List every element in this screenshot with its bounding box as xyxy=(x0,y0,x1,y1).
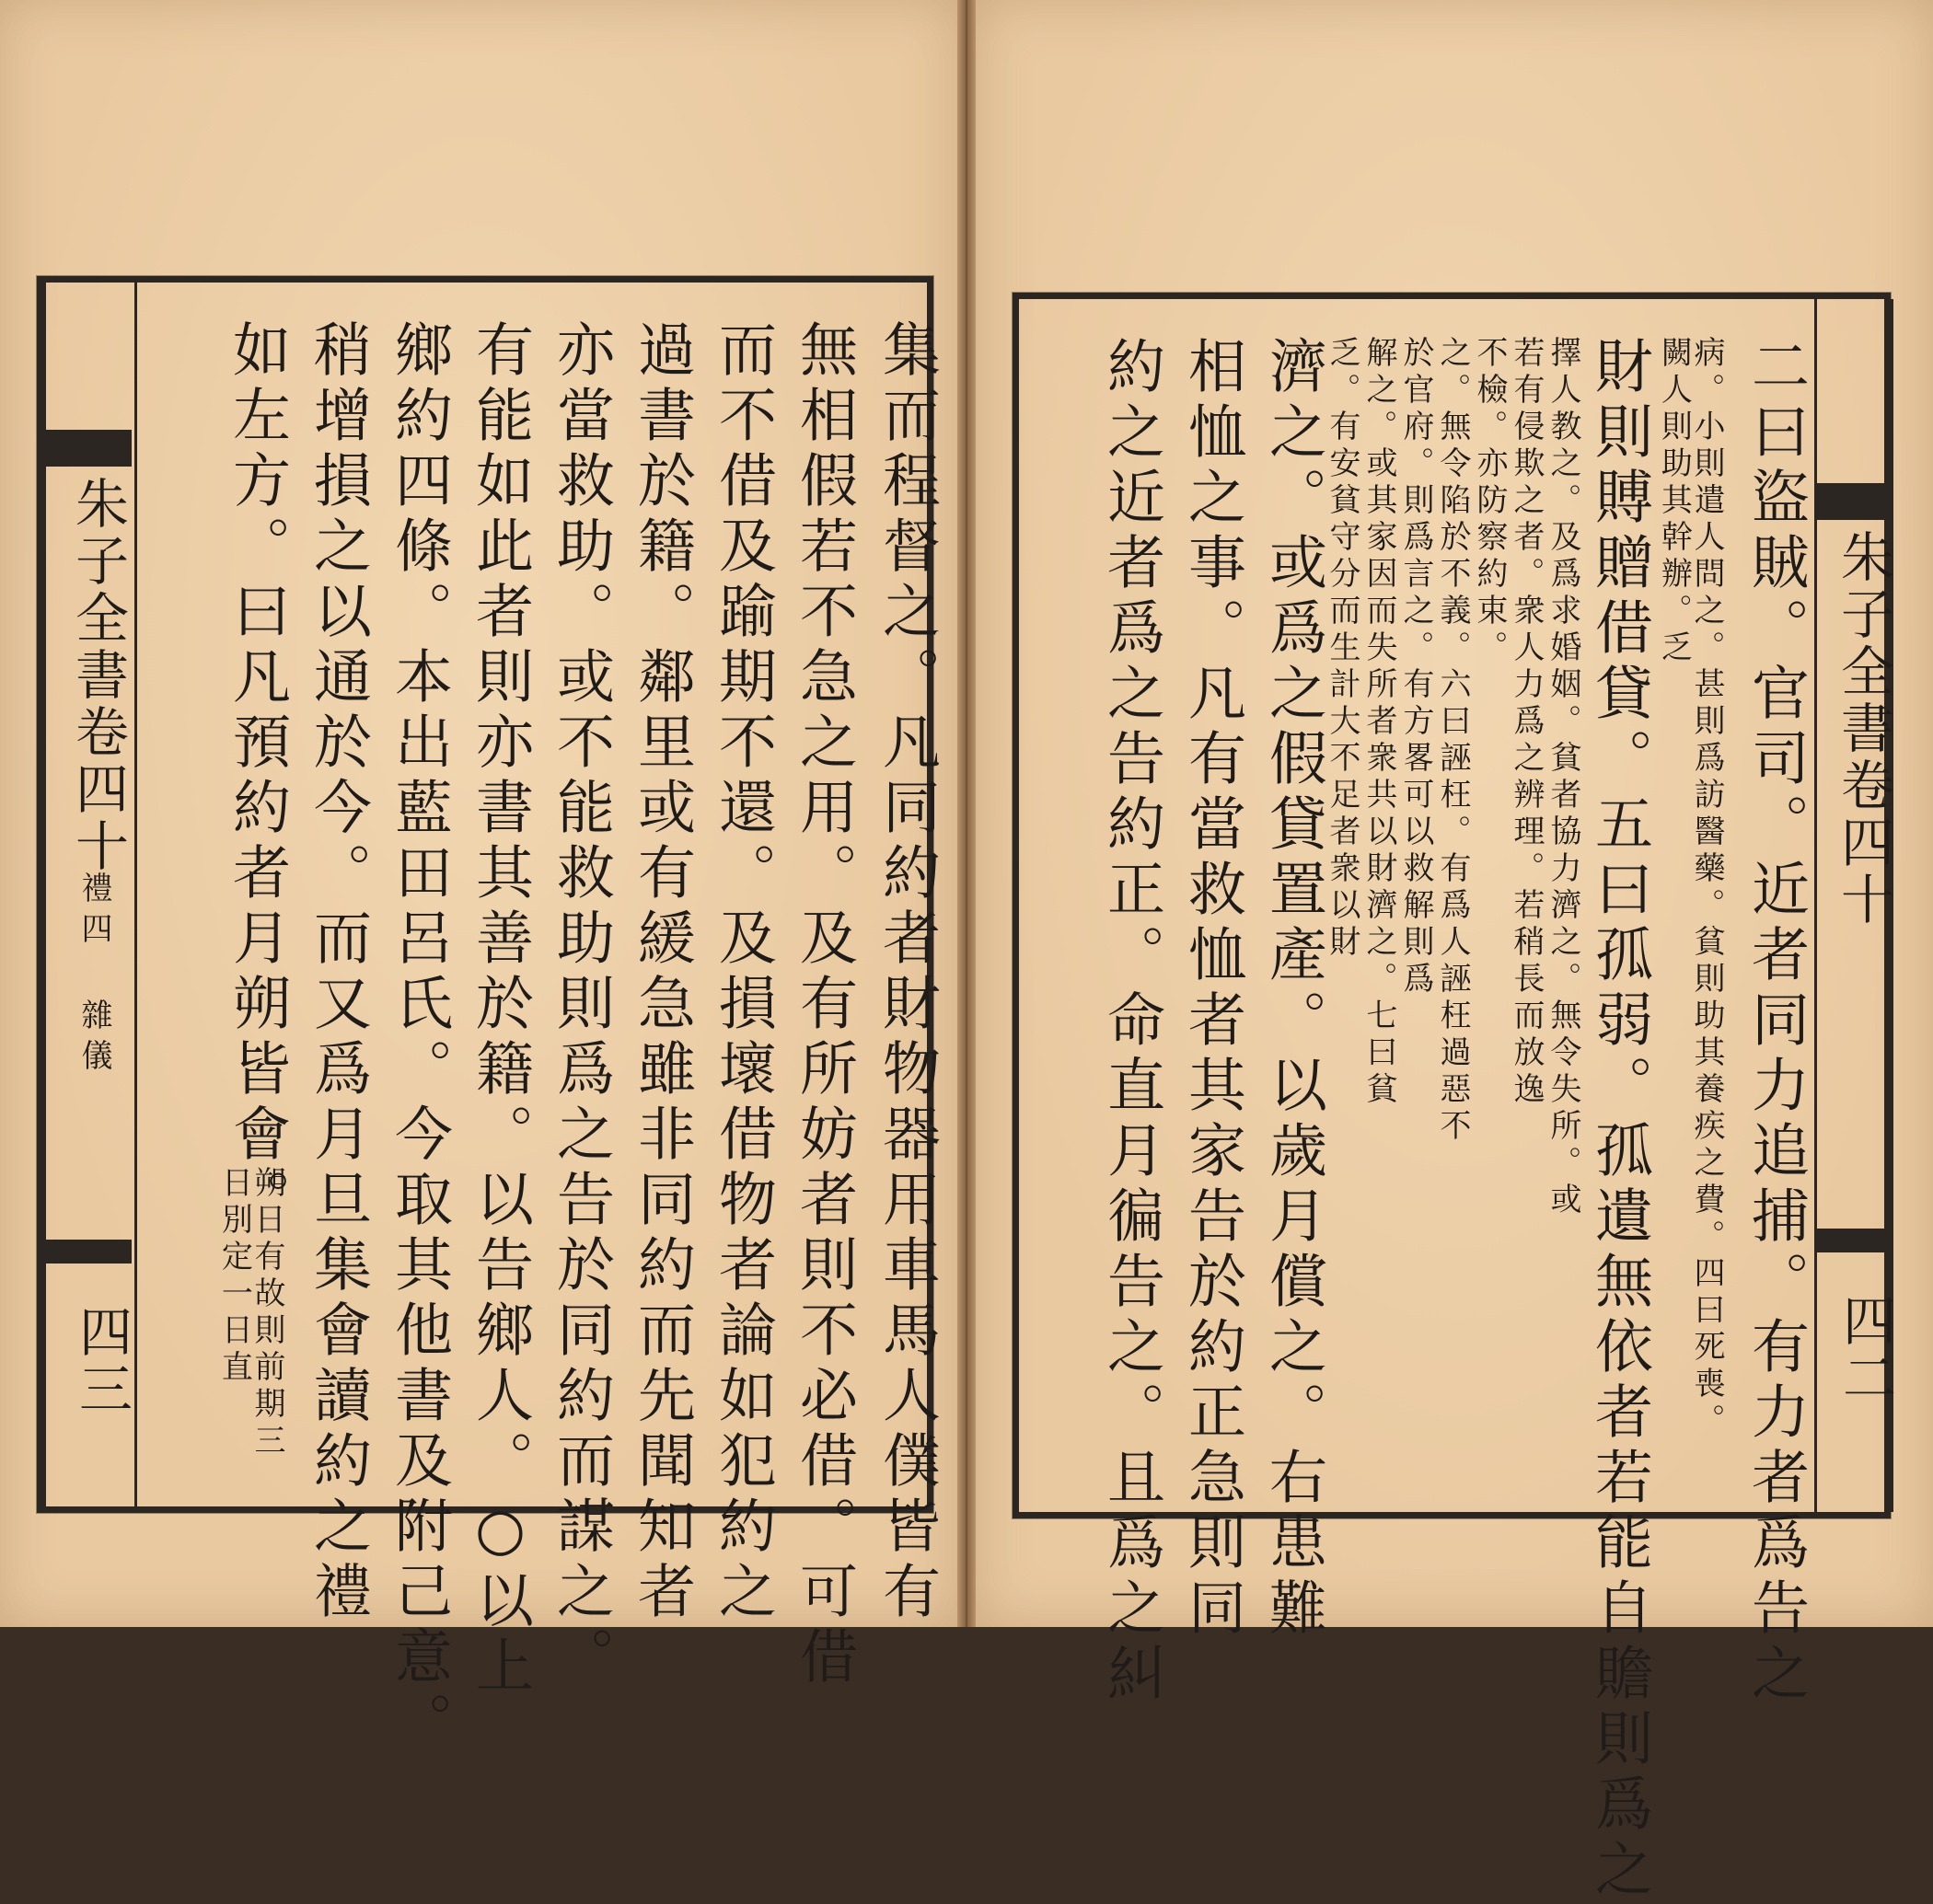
margin-section: 禮四 雜儀 xyxy=(75,871,112,1079)
right-text-frame xyxy=(1013,293,1896,1904)
text-column: 二曰盜賊。官司。近者同力追捕。有力者爲告之 xyxy=(1742,336,1810,1708)
left-text-frame xyxy=(37,276,941,1757)
text-column: 若有侵欺之者。衆人力爲之辨理。若稍長而放逸 xyxy=(1508,336,1545,1109)
text-column: 如左方。曰凡預約者月朔皆會。 xyxy=(224,319,291,1234)
fishtail-mark xyxy=(1814,483,1888,520)
text-column: 而不借及踰期不還。及損壞借物者論如犯約之 xyxy=(710,319,777,1626)
text-column: 約之近者爲之告約正。命直月徧告之。且爲之糾 xyxy=(1098,336,1165,1708)
fishtail-mark xyxy=(43,430,132,467)
text-column: 有能如此者則亦書其善於籍。以告鄉人。○以上 xyxy=(467,319,534,1701)
left-margin-band xyxy=(43,283,137,1506)
margin-page-number: 四三 xyxy=(70,1304,133,1418)
text-column: 不檢。亦防察約束。 xyxy=(1471,336,1508,667)
text-column: 擇人教之。及爲求婚姻。貧者協力濟之。無令失所。或 xyxy=(1545,336,1581,1219)
fishtail-mark xyxy=(1814,1229,1888,1252)
text-column: 相恤之事。凡有當救恤者其家告於約正急則同 xyxy=(1179,336,1246,1643)
margin-title: 朱子全書卷四十 xyxy=(1832,529,1894,929)
margin-title: 朱子全書卷四十 xyxy=(66,476,129,875)
fishtail-mark xyxy=(43,1240,132,1264)
book-spine-gutter xyxy=(957,0,976,1627)
text-column: 之。無令陷於不義。六曰誣枉。有爲人誣枉過惡不 xyxy=(1434,336,1471,1146)
text-column: 稍增損之以通於今。而又爲月旦集會讀約之禮 xyxy=(305,319,372,1626)
text-column: 鄉約四條。本出藍田呂氏。今取其他書及附己意。 xyxy=(386,319,453,1757)
text-column: 財則賻贈借貸。五曰孤弱。孤遺無依者若能自贍則爲之 xyxy=(1586,336,1653,1904)
right-margin-band xyxy=(1814,299,1896,1512)
text-column: 解之。或其家因而失所者衆共以財濟之。七曰貧 xyxy=(1360,336,1397,1109)
right-page xyxy=(976,0,1933,1904)
left-page xyxy=(0,0,957,1757)
text-column: 過書於籍。鄰里或有緩急雖非同約而先聞知者 xyxy=(629,319,696,1626)
text-column: 於官府。則爲言之。有方畧可以救解則爲 xyxy=(1397,336,1434,998)
annotation-column: 朔日有故則前期三日別定一日直 xyxy=(215,1166,285,1460)
text-column: 集而程督之。凡同約者財物器用車馬人僕皆有 xyxy=(874,319,941,1626)
text-column: 病。小則遣人問之。甚則爲訪醫藥。貧則助其養疾之費。四曰死喪。闕人則助其幹辦。乏 xyxy=(1655,336,1725,1440)
text-column: 無相假若不急之用。及有所妨者則不必借。可借 xyxy=(791,319,858,1691)
text-column: 乏。有安貧守分而生計大不足者衆以財 xyxy=(1324,336,1360,962)
margin-page-number: 四二 xyxy=(1834,1293,1896,1407)
text-column: 亦當救助。或不能救助則爲之告於同約而謀之。 xyxy=(548,319,615,1691)
text-column: 濟之。或爲之假貸置產。以歲月償之。右患難 xyxy=(1260,336,1327,1643)
